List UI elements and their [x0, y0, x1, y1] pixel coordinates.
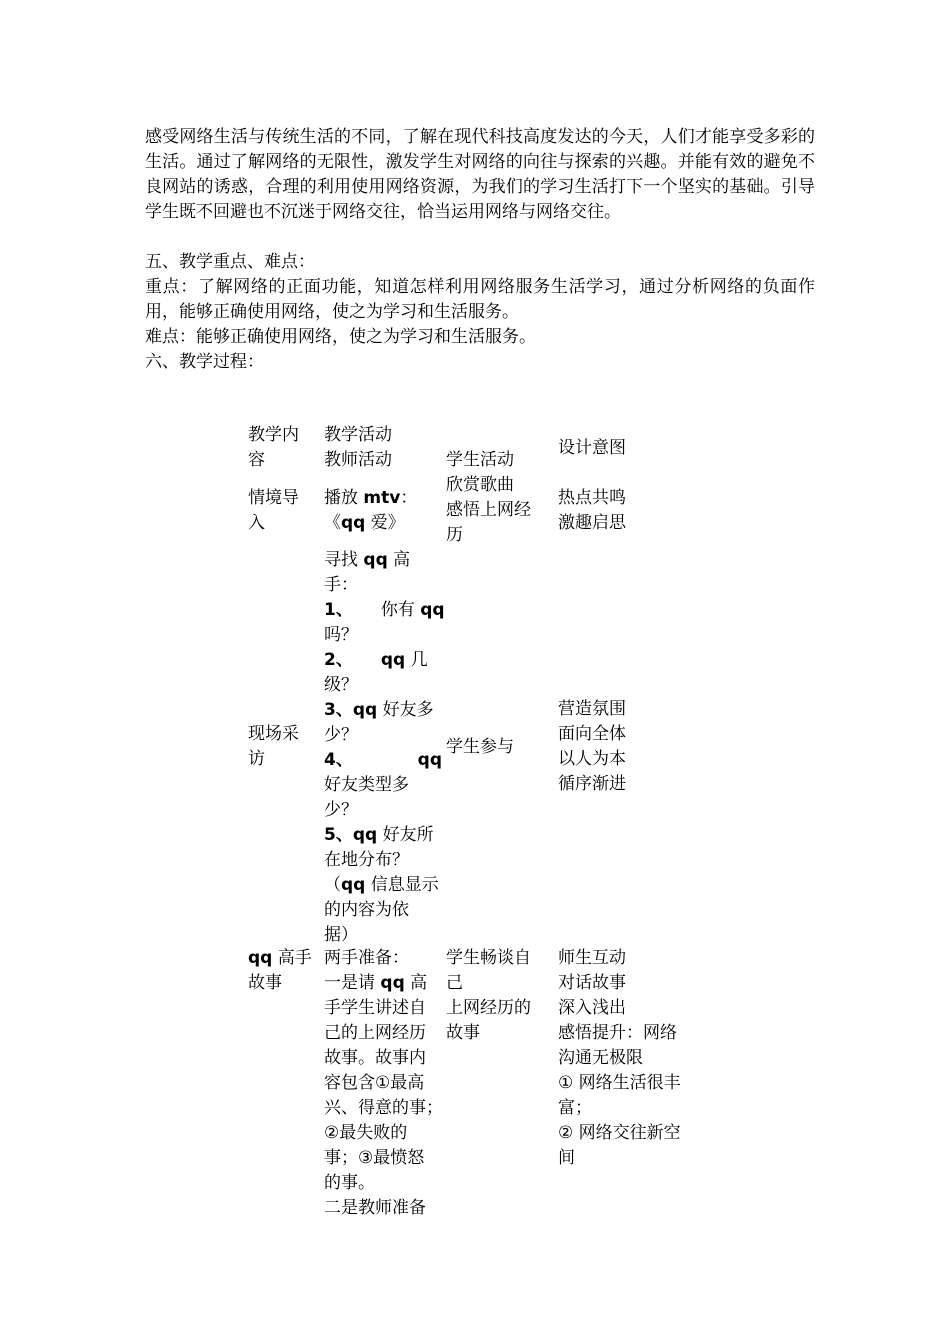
row3-student-line: 学生畅谈自	[446, 948, 531, 968]
text-fragment-bold: qq	[417, 750, 442, 770]
row2-question-5	[324, 823, 448, 848]
text-fragment: ：	[400, 488, 418, 508]
intro-paragraph: 感受网络生活与传统生活的不同，了解在现代科技高度发达的今天，人们才能享受多彩的生活。通过了解网络的无限性，激发学生对网络的向往与探索的兴趣。并能有效的避免不良网站的诱惑，合理的利用使用网络资源，为我们的学习生活打下一个坚实的基础。引导学生既不回避也不沉迷于网络交往，恰当运用网络与网络交往。	[145, 127, 815, 222]
text-fragment: 几	[405, 650, 428, 670]
row2-intent-cell	[558, 697, 708, 797]
row3-student-line: 上网经历的	[446, 998, 531, 1018]
row2-student-cell	[446, 735, 552, 760]
row1-teacher-cell	[324, 486, 448, 536]
row3-teacher-cell	[324, 946, 448, 1221]
row3-teacher-line: 容包含①最高	[324, 1073, 425, 1093]
row2-teacher-line: 好友类型多	[324, 775, 409, 795]
row2-intent-line: 营造氛围	[558, 699, 626, 719]
row3-teacher-line: 两手准备：	[324, 948, 409, 968]
row2-teacher-line: 少？	[324, 800, 358, 820]
row2-content-cell	[248, 722, 318, 772]
question-number: 2、	[324, 650, 353, 670]
row3-intent-line: ① 网络生活很丰	[558, 1073, 681, 1093]
header-content-cell	[248, 423, 318, 473]
row2-intent-line: 以人为本	[558, 749, 626, 769]
text-fragment-bold: qq	[420, 600, 445, 620]
text-fragment-bold: qq	[341, 875, 366, 895]
row2-teacher-line: 少？	[324, 725, 358, 745]
row2-question-4	[324, 748, 442, 773]
row2-teacher-cell	[324, 548, 448, 948]
row3-teacher-line: ②最失败的	[324, 1123, 408, 1143]
row3-student-line: 己	[446, 973, 463, 993]
text-fragment: （	[324, 875, 341, 895]
row2-teacher-line: 在地分布？	[324, 850, 409, 870]
text-fragment: 爱》	[365, 513, 405, 533]
row3-teacher-line: 事；③最愤怒	[324, 1148, 425, 1168]
section-six-heading: 六、教学过程：	[145, 352, 264, 372]
row1-teacher-line	[324, 511, 448, 536]
row3-teacher-line: 己的上网经历	[324, 1023, 426, 1043]
text-fragment-bold: qq	[248, 948, 273, 968]
text-fragment: 高手	[272, 948, 312, 968]
row3-student-line: 故事	[446, 1023, 480, 1043]
row3-intent-line: 深入浅出	[558, 998, 626, 1018]
row2-question-1	[324, 598, 448, 623]
row2-teacher-line: 级？	[324, 675, 358, 695]
row2-teacher-line: 手：	[324, 575, 358, 595]
text-fragment-bold: qq	[352, 825, 378, 845]
row2-teacher-line: 的内容为依	[324, 900, 409, 920]
row3-teacher-line: 手学生讲述自	[324, 998, 426, 1018]
row2-intent-line: 面向全体	[558, 724, 626, 744]
row3-intent-cell	[558, 946, 708, 1171]
header-teacher-label: 教师活动	[324, 450, 392, 470]
row3-content-cell	[248, 946, 318, 996]
text-fragment-bold: qq	[380, 973, 405, 993]
header-intent-cell	[558, 436, 708, 461]
row1-intent-cell	[558, 486, 708, 536]
row1-student-line: 欣赏歌曲	[446, 475, 514, 495]
question-number: 1、	[324, 600, 353, 620]
row2-question-2	[324, 648, 448, 673]
row1-student-cell	[446, 473, 552, 548]
header-content-line: 容	[248, 450, 265, 470]
row2-intent-line: 循序渐进	[558, 774, 626, 794]
text-fragment: 一是请	[324, 973, 381, 993]
row3-intent-line: ② 网络交往新空	[558, 1123, 681, 1143]
row3-intent-line: 感悟提升：网络	[558, 1023, 677, 1043]
text-fragment-bold: mtv	[363, 488, 401, 508]
row3-intent-line: 富；	[558, 1098, 592, 1118]
row2-note-line	[324, 873, 448, 898]
row3-teacher-line	[324, 971, 448, 996]
difficult-points-paragraph: 难点：能够正确使用网络，使之为学习和生活服务。	[145, 327, 536, 347]
text-fragment-bold: qq	[352, 700, 378, 720]
text-fragment: 信息显示	[365, 875, 439, 895]
header-student-cell	[446, 448, 552, 473]
text-fragment-bold: qq	[363, 550, 388, 570]
row3-intent-line: 对话故事	[558, 973, 626, 993]
row3-intent-line: 沟通无极限	[558, 1048, 643, 1068]
text-fragment: 《	[324, 513, 341, 533]
text-fragment-bold: qq	[341, 513, 366, 533]
row1-teacher-line	[324, 486, 448, 511]
question-number: 5、	[324, 825, 353, 845]
text-fragment: 好友所	[377, 825, 434, 845]
row2-teacher-line	[324, 548, 448, 573]
row1-content-line: 入	[248, 513, 265, 533]
section-five-heading: 五、教学重点、难点：	[145, 252, 315, 272]
text-fragment: 寻找	[324, 550, 364, 570]
text-fragment-bold: qq	[380, 650, 406, 670]
row1-intent-line: 热点共鸣	[558, 488, 626, 508]
row3-teacher-line: 的事。	[324, 1173, 375, 1193]
row2-content-line: 访	[248, 749, 265, 769]
row3-content-line	[248, 946, 318, 971]
row3-intent-line: 师生互动	[558, 948, 626, 968]
text-fragment: 播放	[324, 488, 364, 508]
row3-teacher-line: 二是教师准备	[324, 1198, 426, 1218]
row3-teacher-line: 故事。故事内	[324, 1048, 426, 1068]
text-fragment: 好友多	[377, 700, 434, 720]
text-fragment: 高	[387, 550, 411, 570]
header-intent-label: 设计意图	[558, 438, 626, 458]
text-fragment: 高	[404, 973, 428, 993]
header-content-line: 教学内	[248, 425, 299, 445]
row3-student-cell	[446, 946, 552, 1046]
row1-content-cell	[248, 486, 318, 536]
row3-intent-line: 间	[558, 1148, 575, 1168]
row2-question-3	[324, 698, 448, 723]
row1-student-line: 感悟上网经	[446, 500, 531, 520]
question-number: 3、	[324, 700, 353, 720]
row1-student-line: 历	[446, 525, 463, 545]
row2-content-line: 现场采	[248, 724, 299, 744]
row3-teacher-line: 兴、得意的事；	[324, 1098, 443, 1118]
header-activity-label: 教学活动	[324, 425, 392, 445]
question-number: 4、	[324, 750, 353, 770]
row2-teacher-line: 据）	[324, 925, 358, 945]
row1-content-line: 情境导	[248, 488, 299, 508]
header-activity-cell	[324, 423, 448, 473]
row2-student-line: 学生参与	[446, 737, 514, 757]
row3-content-line: 故事	[248, 973, 282, 993]
row2-teacher-line: 吗？	[324, 625, 358, 645]
header-student-label: 学生活动	[446, 450, 514, 470]
key-points-paragraph: 重点：了解网络的正面功能，知道怎样利用网络服务生活学习，通过分析网络的负面作用，能够正确使用网络，使之为学习和生活服务。	[145, 277, 815, 322]
row1-intent-line: 激趣启思	[558, 513, 626, 533]
text-fragment: 你有	[380, 600, 421, 620]
